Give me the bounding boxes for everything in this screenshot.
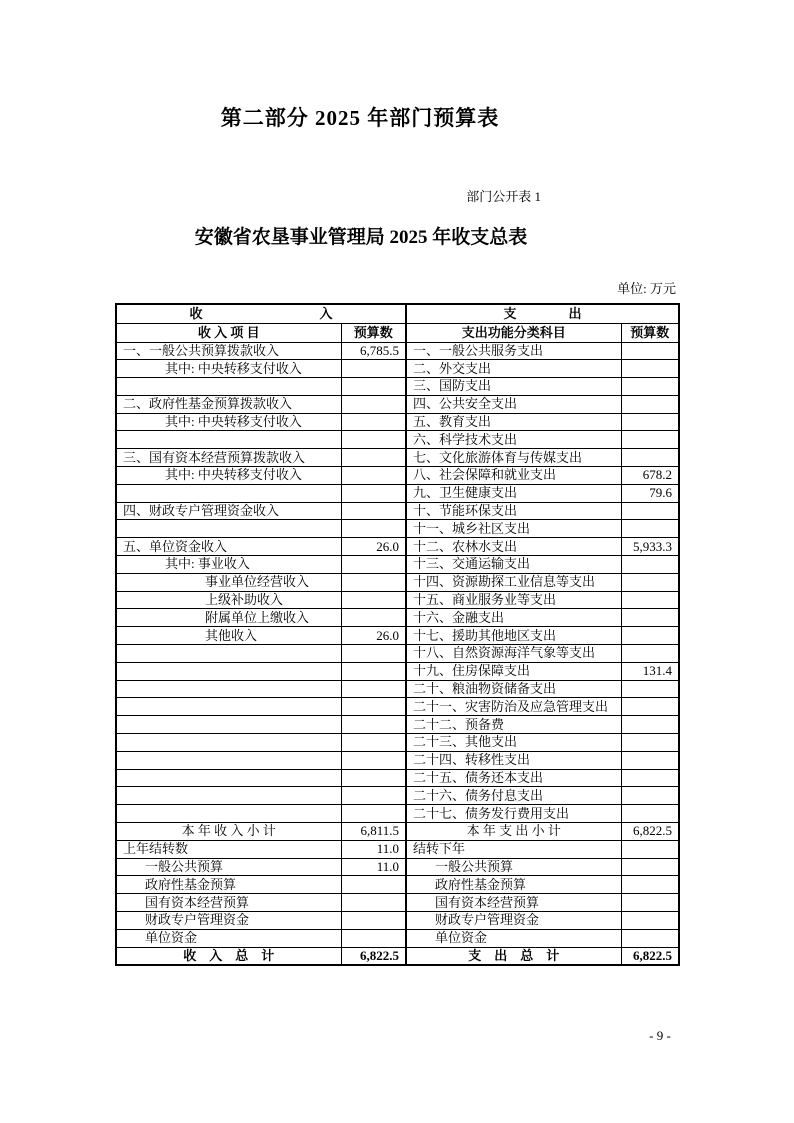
- table-row: [116, 573, 679, 591]
- expense-item-cell: 二十三、其他支出: [406, 734, 621, 752]
- unit-label: 单位: 万元: [617, 281, 676, 296]
- income-value-cell: [341, 431, 406, 449]
- expense-value-cell: [621, 627, 679, 645]
- table-row: [116, 609, 679, 627]
- income-item-cell: 其中: 事业收入: [116, 556, 341, 574]
- expense-value-cell: [621, 520, 679, 538]
- income-value-cell: [341, 520, 406, 538]
- income-item-cell: 其中: 中央转移支付收入: [116, 413, 341, 431]
- income-item-cell: [116, 378, 341, 396]
- income-value-cell: [341, 805, 406, 823]
- expense-item-cell: 二十六、债务付息支出: [406, 787, 621, 805]
- income-item-cell: [116, 484, 341, 502]
- income-value-cell: [341, 484, 406, 502]
- income-item-cell: 四、财政专户管理资金收入: [116, 502, 341, 520]
- income-item-cell: 五、单位资金收入: [116, 538, 341, 556]
- table-row: [116, 823, 679, 841]
- income-value-cell: [341, 912, 406, 930]
- table-row: [116, 912, 679, 930]
- expense-item-cell: 一般公共预算: [406, 858, 621, 876]
- income-item-cell: [116, 769, 341, 787]
- table-row: [116, 591, 679, 609]
- income-item-cell: [116, 787, 341, 805]
- income-value-cell: [341, 876, 406, 894]
- income-item-cell: 收 入 总 计: [116, 947, 341, 965]
- income-value-cell: [341, 609, 406, 627]
- expense-value-cell: [621, 876, 679, 894]
- expense-value-cell: [621, 858, 679, 876]
- expense-item-cell: 二十二、预备费: [406, 716, 621, 734]
- expense-value-cell: [621, 734, 679, 752]
- table-row: [116, 751, 679, 769]
- expense-item-cell: 财政专户管理资金: [406, 912, 621, 930]
- income-value-cell: 6,822.5: [341, 947, 406, 965]
- expense-value-cell: [621, 912, 679, 930]
- table-row: [116, 787, 679, 805]
- income-value-cell: [341, 751, 406, 769]
- expense-item-cell: 四、公共安全支出: [406, 395, 621, 413]
- expense-item-cell: 八、社会保障和就业支出: [406, 467, 621, 485]
- income-value-cell: [341, 360, 406, 378]
- expense-item-cell: 十一、城乡社区支出: [406, 520, 621, 538]
- table-row: [116, 894, 679, 912]
- table-row: [116, 449, 679, 467]
- table-row: [116, 929, 679, 947]
- expense-item-cell: 二、外交支出: [406, 360, 621, 378]
- table-row: [116, 680, 679, 698]
- expense-item-cell: 六、科学技术支出: [406, 431, 621, 449]
- budget-summary-table: [115, 303, 680, 966]
- expense-value-cell: [621, 449, 679, 467]
- income-value-cell: [341, 894, 406, 912]
- table-row: [116, 556, 679, 574]
- income-item-cell: [116, 680, 341, 698]
- income-value-cell: [341, 573, 406, 591]
- income-item-cell: 单位资金: [116, 929, 341, 947]
- expense-value-cell: [621, 378, 679, 396]
- income-item-cell: 附属单位上缴收入: [116, 609, 341, 627]
- income-value-cell: [341, 378, 406, 396]
- expense-value-cell: [621, 769, 679, 787]
- expense-item-cell: 十二、农林水支出: [406, 538, 621, 556]
- expense-value-cell: [621, 556, 679, 574]
- income-item-cell: 上级补助收入: [116, 591, 341, 609]
- expense-item-cell: 二十四、转移性支出: [406, 751, 621, 769]
- income-item-cell: [116, 751, 341, 769]
- income-item-cell: 国有资本经营预算: [116, 894, 341, 912]
- expense-item-cell: 十、节能环保支出: [406, 502, 621, 520]
- income-item-cell: [116, 698, 341, 716]
- income-value-cell: 6,811.5: [341, 823, 406, 841]
- expense-item-cell: 本 年 支 出 小 计: [406, 823, 621, 841]
- expense-item-cell: 七、文化旅游体育与传媒支出: [406, 449, 621, 467]
- expense-item-cell: 政府性基金预算: [406, 876, 621, 894]
- income-item-cell: 其中: 中央转移支付收入: [116, 467, 341, 485]
- table-row: [116, 840, 679, 858]
- income-item-cell: [116, 662, 341, 680]
- expense-value-cell: [621, 787, 679, 805]
- income-value-cell: [341, 769, 406, 787]
- expense-group-header: 支 出: [406, 304, 679, 323]
- expense-value-cell: 6,822.5: [621, 823, 679, 841]
- income-value-cell: [341, 591, 406, 609]
- expense-value-cell: 6,822.5: [621, 947, 679, 965]
- income-group-header: 收 入: [116, 304, 406, 323]
- income-value-cell: [341, 502, 406, 520]
- income-value-cell: [341, 467, 406, 485]
- expense-value-cell: [621, 360, 679, 378]
- table-row: [116, 538, 679, 556]
- income-value-cell: [341, 662, 406, 680]
- expense-value-cell: [621, 342, 679, 360]
- expense-item-cell: 支 出 总 计: [406, 947, 621, 965]
- expense-value-cell: [621, 502, 679, 520]
- income-value-cell: [341, 413, 406, 431]
- table-row: [116, 627, 679, 645]
- expense-value-cell: [621, 413, 679, 431]
- income-value-cell: [341, 787, 406, 805]
- table-row: [116, 502, 679, 520]
- income-item-cell: 其他收入: [116, 627, 341, 645]
- table-row: [116, 395, 679, 413]
- income-item-column-header: 收 入 项 目: [116, 323, 341, 342]
- expense-item-cell: 十五、商业服务业等支出: [406, 591, 621, 609]
- expense-item-cell: 十七、援助其他地区支出: [406, 627, 621, 645]
- expense-value-cell: 5,933.3: [621, 538, 679, 556]
- expense-item-cell: 十八、自然资源海洋气象等支出: [406, 645, 621, 663]
- expense-value-cell: [621, 751, 679, 769]
- table-row: [116, 947, 679, 965]
- table-row: [116, 698, 679, 716]
- income-item-cell: 二、政府性基金预算拨款收入: [116, 395, 341, 413]
- expense-item-cell: 三、国防支出: [406, 378, 621, 396]
- table-row: [116, 342, 679, 360]
- expense-item-column-header: 支出功能分类科目: [406, 323, 621, 342]
- expense-value-cell: [621, 431, 679, 449]
- expense-budget-column-header: 预算数: [621, 323, 679, 342]
- table-row: [116, 805, 679, 823]
- income-value-cell: [341, 734, 406, 752]
- expense-value-cell: [621, 929, 679, 947]
- table-row: [116, 645, 679, 663]
- income-item-cell: 一、一般公共预算拨款收入: [116, 342, 341, 360]
- income-value-cell: [341, 395, 406, 413]
- expense-value-cell: [621, 716, 679, 734]
- expense-item-cell: 十九、住房保障支出: [406, 662, 621, 680]
- table-body: [116, 342, 679, 965]
- table-row: [116, 413, 679, 431]
- page-number: - 9 -: [649, 1028, 671, 1043]
- income-item-cell: [116, 734, 341, 752]
- table-row: [116, 662, 679, 680]
- income-item-cell: [116, 716, 341, 734]
- income-item-cell: 事业单位经营收入: [116, 573, 341, 591]
- income-item-cell: [116, 520, 341, 538]
- expense-item-cell: 九、卫生健康支出: [406, 484, 621, 502]
- expense-item-cell: 十六、金融支出: [406, 609, 621, 627]
- expense-value-cell: [621, 805, 679, 823]
- expense-value-cell: 79.6: [621, 484, 679, 502]
- table-row: [116, 876, 679, 894]
- income-item-cell: 其中: 中央转移支付收入: [116, 360, 341, 378]
- expense-value-cell: [621, 609, 679, 627]
- income-value-cell: 11.0: [341, 858, 406, 876]
- income-value-cell: [341, 645, 406, 663]
- expense-value-cell: [621, 395, 679, 413]
- table-public-label: 部门公开表 1: [466, 189, 541, 204]
- income-value-cell: [341, 698, 406, 716]
- expense-item-cell: 一、一般公共服务支出: [406, 342, 621, 360]
- table-row: [116, 520, 679, 538]
- column-header-row: [116, 323, 679, 342]
- expense-value-cell: 131.4: [621, 662, 679, 680]
- income-budget-column-header: 预算数: [341, 323, 406, 342]
- income-item-cell: 三、国有资本经营预算拨款收入: [116, 449, 341, 467]
- table-row: [116, 431, 679, 449]
- expense-item-cell: 五、教育支出: [406, 413, 621, 431]
- expense-value-cell: [621, 698, 679, 716]
- income-item-cell: 一般公共预算: [116, 858, 341, 876]
- expense-item-cell: 十四、资源勘探工业信息等支出: [406, 573, 621, 591]
- expense-value-cell: [621, 840, 679, 858]
- income-item-cell: [116, 645, 341, 663]
- income-item-cell: 本 年 收 入 小 计: [116, 823, 341, 841]
- group-header-row: [116, 304, 679, 323]
- income-value-cell: [341, 556, 406, 574]
- table-row: [116, 484, 679, 502]
- expense-item-cell: 二十五、债务还本支出: [406, 769, 621, 787]
- table-row: [116, 716, 679, 734]
- expense-value-cell: [621, 591, 679, 609]
- income-value-cell: [341, 449, 406, 467]
- table-row: [116, 734, 679, 752]
- expense-item-cell: 国有资本经营预算: [406, 894, 621, 912]
- expense-item-cell: 二十一、灾害防治及应急管理支出: [406, 698, 621, 716]
- income-value-cell: 26.0: [341, 627, 406, 645]
- expense-value-cell: [621, 680, 679, 698]
- expense-item-cell: 十三、交通运输支出: [406, 556, 621, 574]
- expense-item-cell: 单位资金: [406, 929, 621, 947]
- table-row: [116, 769, 679, 787]
- income-value-cell: [341, 716, 406, 734]
- expense-value-cell: [621, 894, 679, 912]
- table-row: [116, 378, 679, 396]
- income-item-cell: [116, 805, 341, 823]
- expense-item-cell: 二十七、债务发行费用支出: [406, 805, 621, 823]
- expense-item-cell: 二十、粮油物资储备支出: [406, 680, 621, 698]
- table-row: [116, 858, 679, 876]
- income-item-cell: 财政专户管理资金: [116, 912, 341, 930]
- expense-value-cell: [621, 573, 679, 591]
- report-title: 安徽省农垦事业管理局 2025 年收支总表: [194, 227, 528, 248]
- income-item-cell: 上年结转数: [116, 840, 341, 858]
- income-item-cell: [116, 431, 341, 449]
- expense-item-cell: 结转下年: [406, 840, 621, 858]
- income-value-cell: 6,785.5: [341, 342, 406, 360]
- table-row: [116, 360, 679, 378]
- income-value-cell: 26.0: [341, 538, 406, 556]
- table-row: [116, 467, 679, 485]
- expense-value-cell: 678.2: [621, 467, 679, 485]
- income-value-cell: [341, 929, 406, 947]
- income-item-cell: 政府性基金预算: [116, 876, 341, 894]
- income-value-cell: [341, 680, 406, 698]
- income-value-cell: 11.0: [341, 840, 406, 858]
- document-title: 第二部分 2025 年部门预算表: [220, 106, 500, 130]
- expense-value-cell: [621, 645, 679, 663]
